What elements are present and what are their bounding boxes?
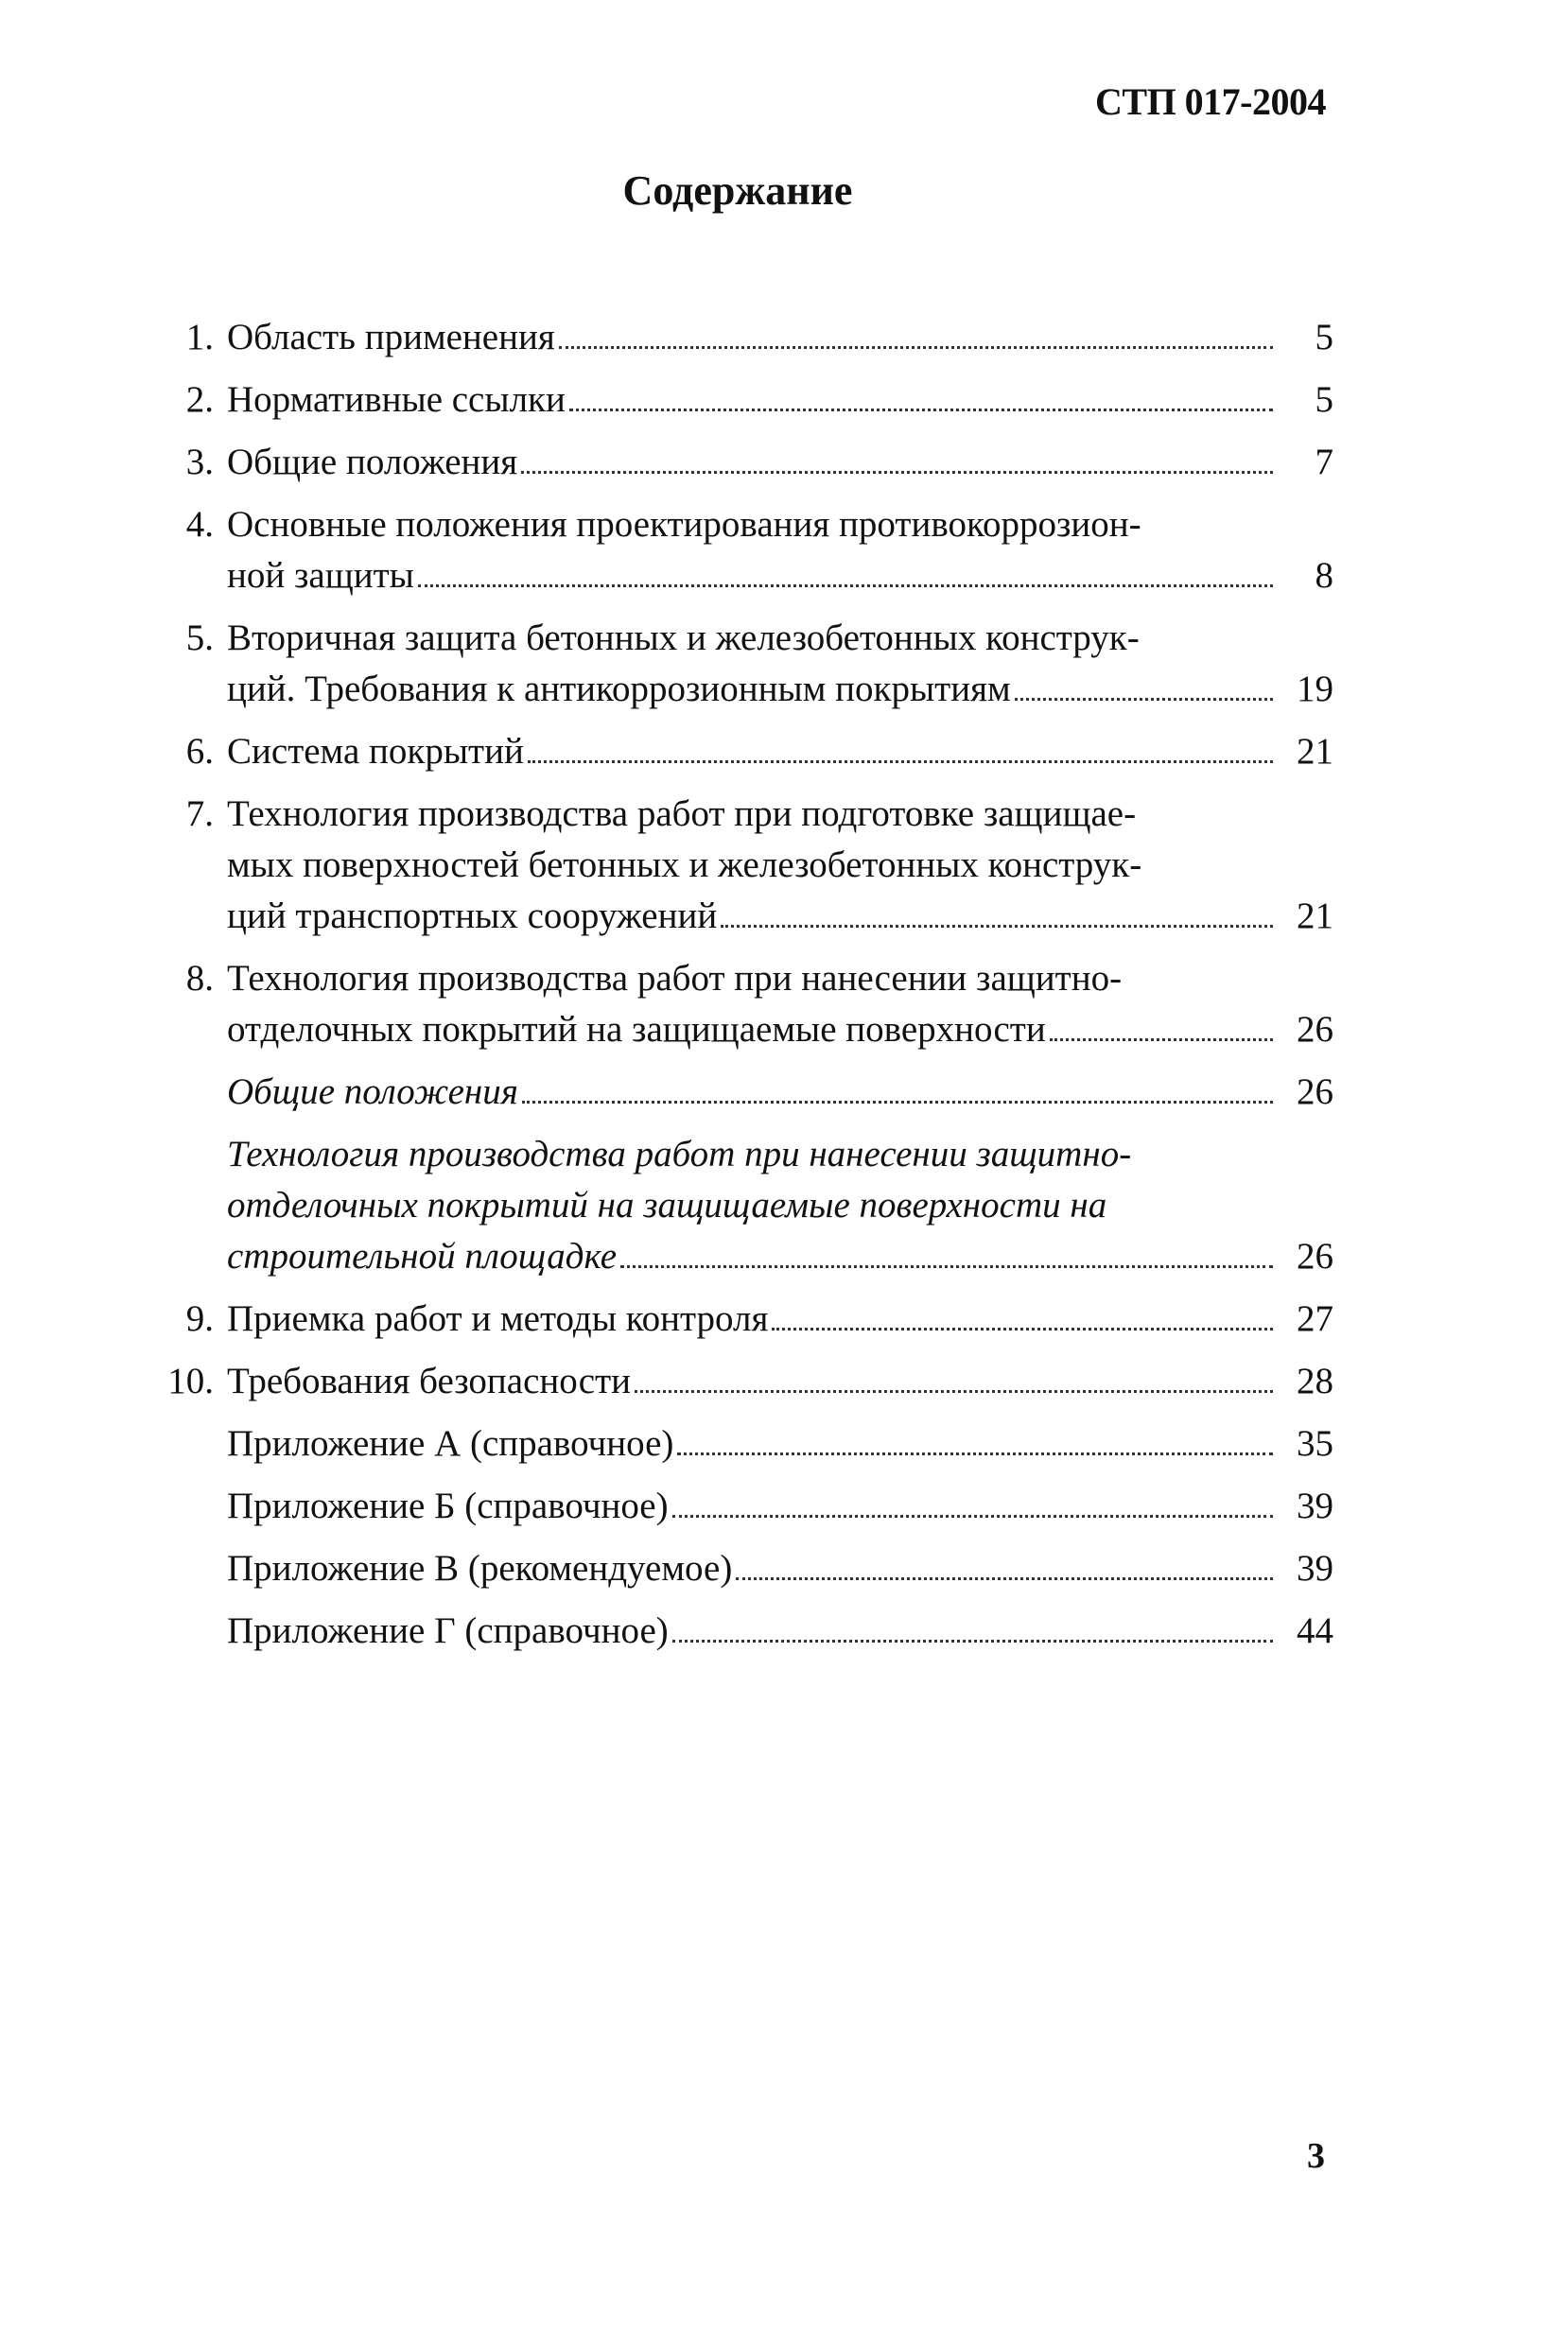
dot-leader <box>569 409 1273 411</box>
toc-entry-title: Требования безопасности <box>227 1361 631 1401</box>
toc-entry-page: 19 <box>1297 669 1333 709</box>
dot-leader <box>528 760 1273 763</box>
toc-appendix-entry[interactable] <box>161 1543 1333 1594</box>
page-title: Содержание <box>622 167 853 214</box>
toc-entry[interactable] <box>161 1356 1333 1407</box>
toc-entry[interactable] <box>161 613 1333 715</box>
toc-entry-page: 7 <box>1315 442 1333 482</box>
toc-entry-number: 2. <box>185 379 214 420</box>
toc-entry-number: 4. <box>185 504 214 545</box>
toc-entry-title: Приложение А (справочное) <box>227 1423 674 1464</box>
dot-leader <box>559 346 1273 349</box>
toc-entry[interactable] <box>161 499 1333 601</box>
toc-appendix-entry[interactable] <box>161 1481 1333 1532</box>
toc-entry-title: Приемка работ и методы контроля <box>227 1298 769 1339</box>
toc-entry-title: строительной площадке <box>227 1236 618 1277</box>
dot-leader <box>1050 1038 1273 1041</box>
toc-entry-page: 35 <box>1297 1423 1333 1464</box>
dot-leader <box>736 1577 1273 1580</box>
toc-entry-title-line: Вторичная защита бетонных и железобетонных конструк- <box>227 617 1140 658</box>
toc-entry-page: 26 <box>1297 1236 1333 1277</box>
toc-entry-page: 26 <box>1297 1071 1333 1112</box>
toc-subentry[interactable] <box>161 1067 1333 1118</box>
toc-entry[interactable] <box>161 312 1333 363</box>
dot-leader <box>521 471 1273 474</box>
toc-entry-page: 21 <box>1297 731 1333 772</box>
dot-leader <box>672 1640 1273 1643</box>
dot-leader <box>522 1101 1273 1104</box>
toc-entry-page: 5 <box>1315 379 1333 420</box>
toc-entry[interactable] <box>161 1294 1333 1345</box>
toc-entry-page: 8 <box>1315 555 1333 596</box>
toc-entry-number: 3. <box>185 442 214 482</box>
toc-entry-title: ций транспортных сооружений <box>227 896 718 936</box>
toc-entry-title: Система покрытий <box>227 731 524 772</box>
dot-leader <box>772 1328 1273 1331</box>
dot-leader <box>620 1265 1273 1268</box>
toc-entry-number: 9. <box>185 1298 214 1339</box>
toc-entry-number: 10. <box>167 1361 214 1401</box>
dot-leader <box>721 925 1273 928</box>
toc-entry-title: Нормативные ссылки <box>227 379 566 420</box>
table-of-contents <box>161 312 1333 1668</box>
toc-entry-title-line: мых поверхностей бетонных и железобетонных конструк- <box>227 844 1142 885</box>
toc-entry-page: 26 <box>1297 1009 1333 1050</box>
dot-leader <box>418 584 1273 587</box>
toc-entry-page: 21 <box>1297 896 1333 936</box>
page-number: 3 <box>1307 2136 1325 2176</box>
dot-leader <box>672 1515 1273 1518</box>
toc-entry-title: Общие положения <box>227 442 518 482</box>
toc-entry-number: 7. <box>185 793 214 834</box>
toc-entry-page: 28 <box>1297 1361 1333 1401</box>
toc-entry-title-line: Технология производства работ при нанесении защитно- <box>227 958 1123 999</box>
toc-entry-page: 39 <box>1297 1486 1333 1526</box>
dot-leader <box>1015 698 1273 701</box>
toc-entry-title: Общие положения <box>227 1071 518 1112</box>
toc-appendix-entry[interactable] <box>161 1606 1333 1657</box>
toc-subentry[interactable] <box>161 1129 1333 1282</box>
toc-entry-title-line: Технология производства работ при нанесении защитно- <box>227 1134 1132 1174</box>
toc-entry-number: 5. <box>185 617 214 658</box>
toc-entry[interactable] <box>161 437 1333 488</box>
toc-entry-page: 5 <box>1315 317 1333 357</box>
toc-entry-number: 8. <box>185 958 214 999</box>
toc-entry-number: 1. <box>185 317 214 357</box>
toc-entry[interactable] <box>161 374 1333 426</box>
toc-entry[interactable] <box>161 726 1333 777</box>
toc-entry-page: 27 <box>1297 1298 1333 1339</box>
toc-entry-page: 44 <box>1297 1610 1333 1651</box>
toc-entry-title: отделочных покрытий на защищаемые поверхности <box>227 1009 1046 1050</box>
toc-entry-title: Приложение В (рекомендуемое) <box>227 1548 733 1589</box>
toc-entry-title-line: Основные положения проектирования противокоррозион- <box>227 504 1141 545</box>
toc-entry-title-line: Технология производства работ при подготовке защищае- <box>227 793 1137 834</box>
toc-entry-title-line: отделочных покрытий на защищаемые поверхности на <box>227 1185 1107 1226</box>
toc-entry[interactable] <box>161 953 1333 1055</box>
toc-entry-title: ной защиты <box>227 555 414 596</box>
dot-leader <box>677 1452 1273 1455</box>
toc-entry[interactable] <box>161 789 1333 942</box>
toc-entry-title: Приложение Г (справочное) <box>227 1610 669 1651</box>
toc-entry-title: ций. Требования к антикоррозионным покрытиям <box>227 669 1011 709</box>
dot-leader <box>635 1390 1273 1393</box>
toc-appendix-entry[interactable] <box>161 1418 1333 1470</box>
toc-entry-page: 39 <box>1297 1548 1333 1589</box>
document-code: СТП 017-2004 <box>1095 80 1326 123</box>
toc-entry-title: Область применения <box>227 317 555 357</box>
toc-entry-number: 6. <box>185 731 214 772</box>
toc-entry-title: Приложение Б (справочное) <box>227 1486 669 1526</box>
